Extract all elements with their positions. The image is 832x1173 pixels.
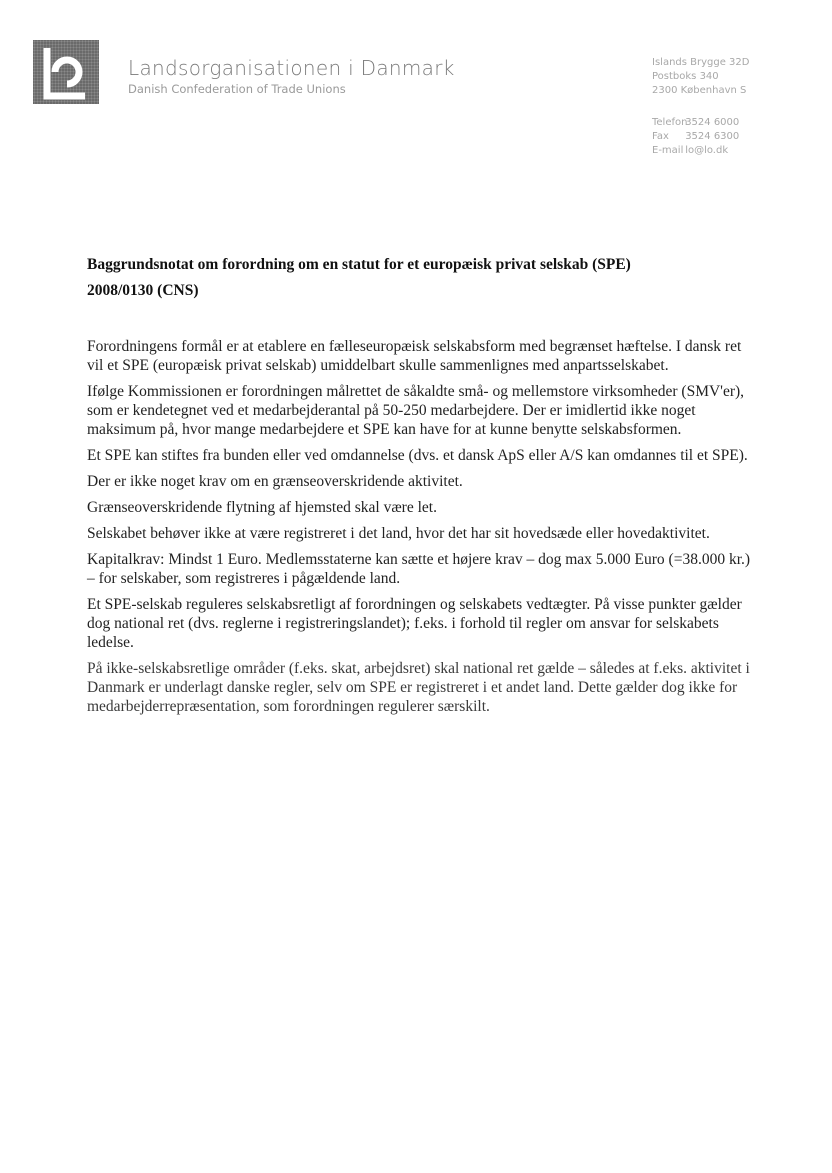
- address-city: 2300 København S: [652, 85, 747, 96]
- document-body: [87, 337, 752, 723]
- organisation-name: Landsorganisationen i Danmark: [128, 56, 455, 80]
- body-paragraph: Et SPE-selskab reguleres selskabsretligt af forordningen og selskabets vedtægter. På visse punkter gælder dog national ret (dvs. reglerne i registreringslandet); f.eks. i forhold til regler om ansvar for selskabets ledelse.: [87, 596, 742, 651]
- lo-logo: [33, 40, 99, 104]
- body-paragraph: Ifølge Kommissionen er forordningen målrettet de såkaldte små- og mellemstore virksomheder (SMV'er), som er kendetegnet ved et medarbejderantal på 50-250 medarbejdere. Der er imidlertid ikke noget maksimum på, hvor mange medarbejdere et SPE kan have for at kunne benytte selskabsformen.: [87, 383, 745, 438]
- body-paragraph: Grænseoverskridende flytning af hjemsted skal være let.: [87, 499, 437, 516]
- body-paragraph: Der er ikke noget krav om en grænseoverskridende aktivitet.: [87, 473, 463, 490]
- contact-phone: Telefon 3524 6000: [652, 117, 740, 128]
- address-street: Islands Brygge 32D: [652, 57, 750, 68]
- document-case-number: 2008/0130 (CNS): [87, 282, 199, 299]
- letterhead-organisation: [128, 57, 455, 96]
- body-paragraph: Et SPE kan stiftes fra bunden eller ved omdannelse (dvs. et dansk ApS eller A/S kan omdannes til et SPE).: [87, 447, 748, 464]
- contact-fax: Fax 3524 6300: [652, 131, 740, 142]
- lo-logo-mark: [33, 40, 99, 104]
- address-postbox: Postboks 340: [652, 71, 719, 82]
- contact-email: E-mail lo@lo.dk: [652, 145, 729, 156]
- body-paragraph: Kapitalkrav: Mindst 1 Euro. Medlemsstaterne kan sætte et højere krav – dog max 5.000 Euro (=38.000 kr.) – for selskaber, som registreres i pågældende land.: [87, 551, 751, 587]
- letterhead-address-block: [652, 56, 749, 158]
- organisation-subtitle: Danish Confederation of Trade Unions: [128, 82, 346, 96]
- body-paragraph: Selskabet behøver ikke at være registreret i det land, hvor det har sit hovedsæde eller hovedaktivitet.: [87, 525, 710, 542]
- body-paragraph: Forordningens formål er at etablere en fælleseuropæisk selskabsform med begrænset hæftelse. I dansk ret vil et SPE (europæisk privat selskab) umiddelbart skulle sammenlignes med anpartsselskabet.: [87, 338, 742, 374]
- document-title-line: Baggrundsnotat om forordning om en statut for et europæisk privat selskab (SPE): [87, 256, 631, 273]
- body-paragraph: På ikke-selskabsretlige områder (f.eks. skat, arbejdsret) skal national ret gælde – således at f.eks. aktivitet i Danmark er underlagt danske regler, selv om SPE er registreret i et andet land. Dette gælder dog ikke for medarbejderrepræsentation, som forordningen regulerer særskilt.: [87, 660, 750, 715]
- document-title: [87, 252, 767, 304]
